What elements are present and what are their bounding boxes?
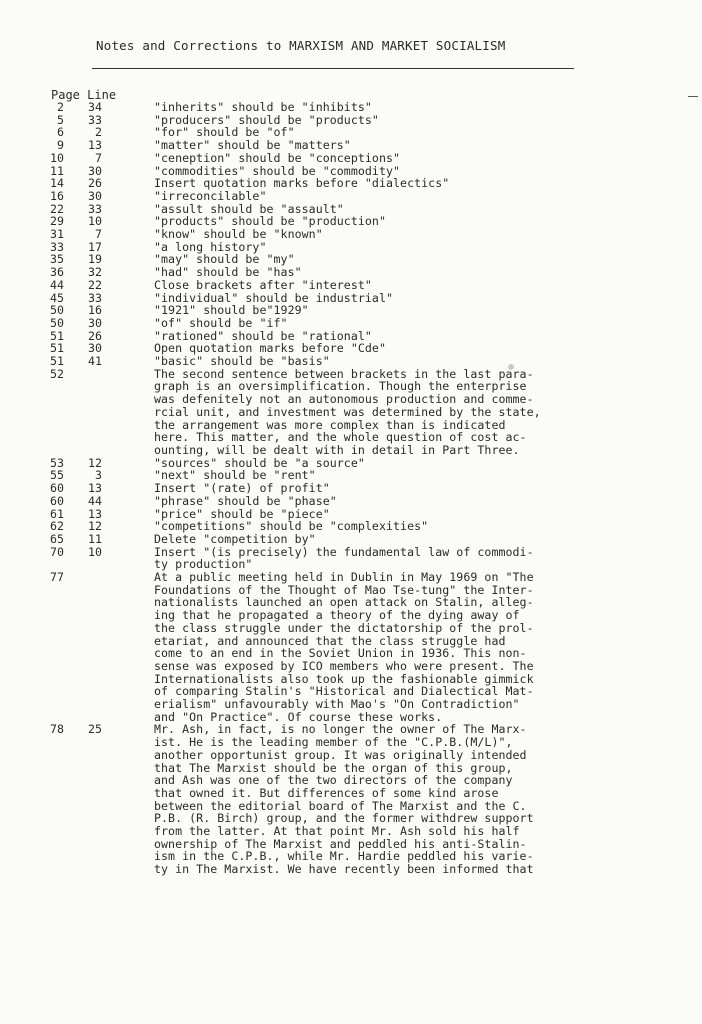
correction-text-line: "irreconcilable" bbox=[154, 188, 267, 203]
title-underline bbox=[92, 68, 574, 69]
correction-text-line: "producers" should be "products" bbox=[154, 112, 379, 127]
line-number: 13 bbox=[87, 506, 102, 521]
correction-text-line: Foundations of the Thought of Mao Tse-tung" the Inter- bbox=[154, 582, 534, 597]
page-number: 35 bbox=[49, 252, 64, 267]
correction-text-line: "inherits" should be "inhibits" bbox=[154, 100, 372, 114]
correction-text-line: sense was exposed by ICO members who were present. The bbox=[154, 658, 534, 673]
correction-text-line: "phrase" should be "phase" bbox=[154, 493, 337, 508]
line-number: 7 bbox=[94, 227, 102, 242]
page-number: 51 bbox=[49, 341, 64, 356]
page-number: 36 bbox=[49, 265, 64, 280]
correction-text-line: "individual" should be industrial" bbox=[154, 290, 394, 305]
page-number: 6 bbox=[56, 125, 64, 140]
line-number: 30 bbox=[87, 315, 102, 330]
correction-row bbox=[0, 482, 702, 495]
page-number: 60 bbox=[49, 493, 64, 508]
correction-text-line: between the editorial board of The Marxist and the C. bbox=[154, 798, 527, 813]
page-number: 9 bbox=[56, 138, 64, 153]
correction-row bbox=[0, 469, 702, 482]
correction-text-line: "next" should be "rent" bbox=[154, 468, 316, 483]
page-number: 53 bbox=[49, 455, 64, 470]
correction-text-line: and Ash was one of the two directors of the company bbox=[154, 773, 513, 788]
line-number: 33 bbox=[87, 290, 102, 305]
correction-row bbox=[0, 723, 702, 875]
correction-text-line: was defenitely not an autonomous production and comme- bbox=[154, 392, 534, 407]
correction-text-line: "for" should be "of" bbox=[154, 125, 295, 140]
correction-text-line: graph is an oversimplification. Though the enterprise bbox=[154, 379, 527, 394]
correction-row bbox=[0, 342, 702, 355]
correction-text-line: P.B. (R. Birch) group, and the former withdrew support bbox=[154, 811, 534, 826]
correction-row bbox=[0, 253, 702, 266]
line-number: 34 bbox=[87, 100, 102, 114]
correction-text-line: The second sentence between brackets in the last para- bbox=[154, 366, 534, 381]
line-number: 13 bbox=[87, 138, 102, 153]
correction-text-line: "know" should be "known" bbox=[154, 227, 323, 242]
correction-row bbox=[0, 292, 702, 305]
correction-row bbox=[0, 241, 702, 254]
correction-text-line: Insert "(is precisely) the fundamental law of commodi- bbox=[154, 544, 534, 559]
line-number: 26 bbox=[87, 328, 102, 343]
line-column-header: Line bbox=[87, 88, 117, 102]
correction-text-line: "1921" should be"1929" bbox=[154, 303, 309, 318]
correction-text-line: "had" should be "has" bbox=[154, 265, 302, 280]
line-number: 13 bbox=[87, 481, 102, 496]
correction-row bbox=[0, 355, 702, 368]
page-number: 14 bbox=[49, 176, 64, 191]
correction-row bbox=[0, 190, 702, 203]
page-number: 55 bbox=[49, 468, 64, 483]
correction-row bbox=[0, 126, 702, 139]
page-number: 2 bbox=[56, 100, 64, 114]
page-number: 50 bbox=[49, 315, 64, 330]
correction-text-line: "of" should be "if" bbox=[154, 315, 288, 330]
correction-text-line: "may" should be "my" bbox=[154, 252, 295, 267]
correction-text-line: Insert quotation marks before "dialectics" bbox=[154, 176, 450, 191]
line-number: 3 bbox=[94, 468, 102, 483]
page-number: 51 bbox=[49, 328, 64, 343]
correction-row bbox=[0, 546, 702, 571]
page-number: 5 bbox=[56, 112, 64, 127]
line-number: 30 bbox=[87, 188, 102, 203]
correction-text-line: "commodities" should be "commodity" bbox=[154, 163, 401, 178]
correction-row bbox=[0, 495, 702, 508]
correction-text-line: and "On Practice". Of course these works. bbox=[154, 709, 443, 724]
page-number: 51 bbox=[49, 354, 64, 369]
line-number: 33 bbox=[87, 112, 102, 127]
correction-text bbox=[154, 571, 552, 723]
page-number: 60 bbox=[49, 481, 64, 496]
correction-text-line: ism in the C.P.B., while Mr. Hardie peddled his varie- bbox=[154, 849, 534, 864]
correction-text-line: ing that he propagated a theory of the dying away of bbox=[154, 608, 520, 623]
page-number: 22 bbox=[49, 201, 64, 216]
correction-text-line: "rationed" should be "rational" bbox=[154, 328, 372, 343]
correction-row bbox=[0, 520, 702, 533]
line-number bbox=[64, 571, 102, 723]
page-number: 44 bbox=[49, 277, 64, 292]
page-number: 31 bbox=[49, 227, 64, 242]
correction-row bbox=[0, 457, 702, 470]
corrections-list bbox=[0, 101, 702, 876]
correction-text-line: ownership of The Marxist and peddled his anti-Stalin- bbox=[154, 836, 527, 851]
line-number: 30 bbox=[87, 163, 102, 178]
correction-text-line: here. This matter, and the whole question of cost ac- bbox=[154, 430, 527, 445]
document-title: Notes and Corrections to MARXISM AND MARKET SOCIALISM bbox=[96, 38, 506, 53]
correction-text-line: erialism" unfavourably with Mao's "On Contradiction" bbox=[154, 697, 520, 712]
correction-text-line: ty production" bbox=[154, 557, 253, 572]
page-number: 45 bbox=[49, 290, 64, 305]
correction-row bbox=[0, 177, 702, 190]
correction-text-line: of comparing Stalin's "Historical and Dialectical Mat- bbox=[154, 684, 534, 699]
correction-text-line: "basic" should be "basis" bbox=[154, 354, 330, 369]
correction-text-line: "products" should be "production" bbox=[154, 214, 386, 229]
line-number: 32 bbox=[87, 265, 102, 280]
correction-text-line: Mr. Ash, in fact, is no longer the owner of The Marx- bbox=[154, 722, 527, 737]
correction-text-line: Insert "(rate) of profit" bbox=[154, 481, 330, 496]
line-number: 17 bbox=[87, 239, 102, 254]
line-number: 16 bbox=[87, 303, 102, 318]
correction-text-line: "ceneption" should be "conceptions" bbox=[154, 150, 401, 165]
correction-row bbox=[0, 215, 702, 228]
line-number: 10 bbox=[87, 544, 102, 559]
correction-text bbox=[154, 546, 552, 571]
correction-text-line: ty in The Marxist. We have recently been informed that bbox=[154, 862, 534, 877]
page-number: 62 bbox=[49, 519, 64, 534]
line-number bbox=[64, 368, 102, 457]
correction-text-line: that The Marxist should be the organ of this group, bbox=[154, 760, 513, 775]
correction-row bbox=[0, 114, 702, 127]
page-number: 11 bbox=[49, 163, 64, 178]
correction-text-line: from the latter. At that point Mr. Ash sold his half bbox=[154, 824, 520, 839]
line-number: 10 bbox=[87, 214, 102, 229]
page-number: 70 bbox=[49, 544, 64, 559]
correction-text-line: that owned it. But differences of some kind arose bbox=[154, 785, 499, 800]
correction-row bbox=[0, 533, 702, 546]
correction-text-line: "sources" should be "a source" bbox=[154, 455, 365, 470]
correction-text-line: "a long history" bbox=[154, 239, 267, 254]
page-number: 29 bbox=[49, 214, 64, 229]
correction-text bbox=[154, 368, 552, 457]
correction-text-line: ounting, will be dealt with in detail in Part Three. bbox=[154, 442, 520, 457]
correction-row bbox=[0, 571, 702, 723]
correction-text-line: At a public meeting held in Dublin in May 1969 on "The bbox=[154, 570, 534, 585]
page-number: 61 bbox=[49, 506, 64, 521]
correction-text-line: ist. He is the leading member of the "C.P.B.(M/L)", bbox=[154, 735, 513, 750]
page-number: 65 bbox=[49, 531, 64, 546]
page-number: 50 bbox=[49, 303, 64, 318]
page-number: 33 bbox=[49, 239, 64, 254]
line-number: 33 bbox=[87, 201, 102, 216]
line-number: 30 bbox=[87, 341, 102, 356]
page-number: 10 bbox=[49, 150, 64, 165]
correction-text-line: the arrangement was more complex than is indicated bbox=[154, 417, 506, 432]
correction-row bbox=[0, 228, 702, 241]
line-number: 25 bbox=[87, 722, 102, 737]
line-number: 12 bbox=[87, 519, 102, 534]
correction-row bbox=[0, 304, 702, 317]
line-number: 2 bbox=[94, 125, 102, 140]
correction-text bbox=[154, 723, 552, 875]
margin-mark bbox=[688, 96, 698, 97]
correction-text-line: rcial unit, and investment was determined by the state, bbox=[154, 404, 541, 419]
correction-text-line: another opportunist group. It was originally intended bbox=[154, 747, 527, 762]
correction-text bbox=[154, 355, 552, 368]
correction-text-line: "competitions" should be "complexities" bbox=[154, 519, 429, 534]
line-number: 12 bbox=[87, 455, 102, 470]
line-number: 41 bbox=[87, 354, 102, 369]
line-number: 26 bbox=[87, 176, 102, 191]
line-number: 7 bbox=[94, 150, 102, 165]
line-number: 44 bbox=[87, 493, 102, 508]
page-column-header: Page bbox=[51, 88, 80, 102]
correction-text-line: "assult should be "assault" bbox=[154, 201, 344, 216]
correction-text-line: come to an end in the Soviet Union in 1936. This non- bbox=[154, 646, 527, 661]
correction-text-line: etariat, and announced that the class struggle had bbox=[154, 633, 506, 648]
page-number: 52 bbox=[49, 366, 64, 381]
correction-text-line: Close brackets after "interest" bbox=[154, 277, 372, 292]
line-number: 22 bbox=[87, 277, 102, 292]
page-number: 78 bbox=[49, 722, 64, 737]
correction-text-line: Open quotation marks before "Cde" bbox=[154, 341, 386, 356]
correction-text-line: the class struggle under the dictatorship of the prol- bbox=[154, 620, 534, 635]
correction-text bbox=[154, 533, 552, 546]
correction-text-line: nationalists launched an open attack on Stalin, alleg- bbox=[154, 595, 534, 610]
page-number: 16 bbox=[49, 188, 64, 203]
correction-text-line: "matter" should be "matters" bbox=[154, 138, 351, 153]
correction-text-line: Delete "competition by" bbox=[154, 531, 316, 546]
page-number: 77 bbox=[49, 570, 64, 585]
correction-text-line: Internationalists also took up the fashionable gimmick bbox=[154, 671, 534, 686]
correction-row bbox=[0, 368, 702, 457]
line-number: 11 bbox=[87, 531, 102, 546]
correction-text-line: "price" should be "piece" bbox=[154, 506, 330, 521]
line-number: 19 bbox=[87, 252, 102, 267]
